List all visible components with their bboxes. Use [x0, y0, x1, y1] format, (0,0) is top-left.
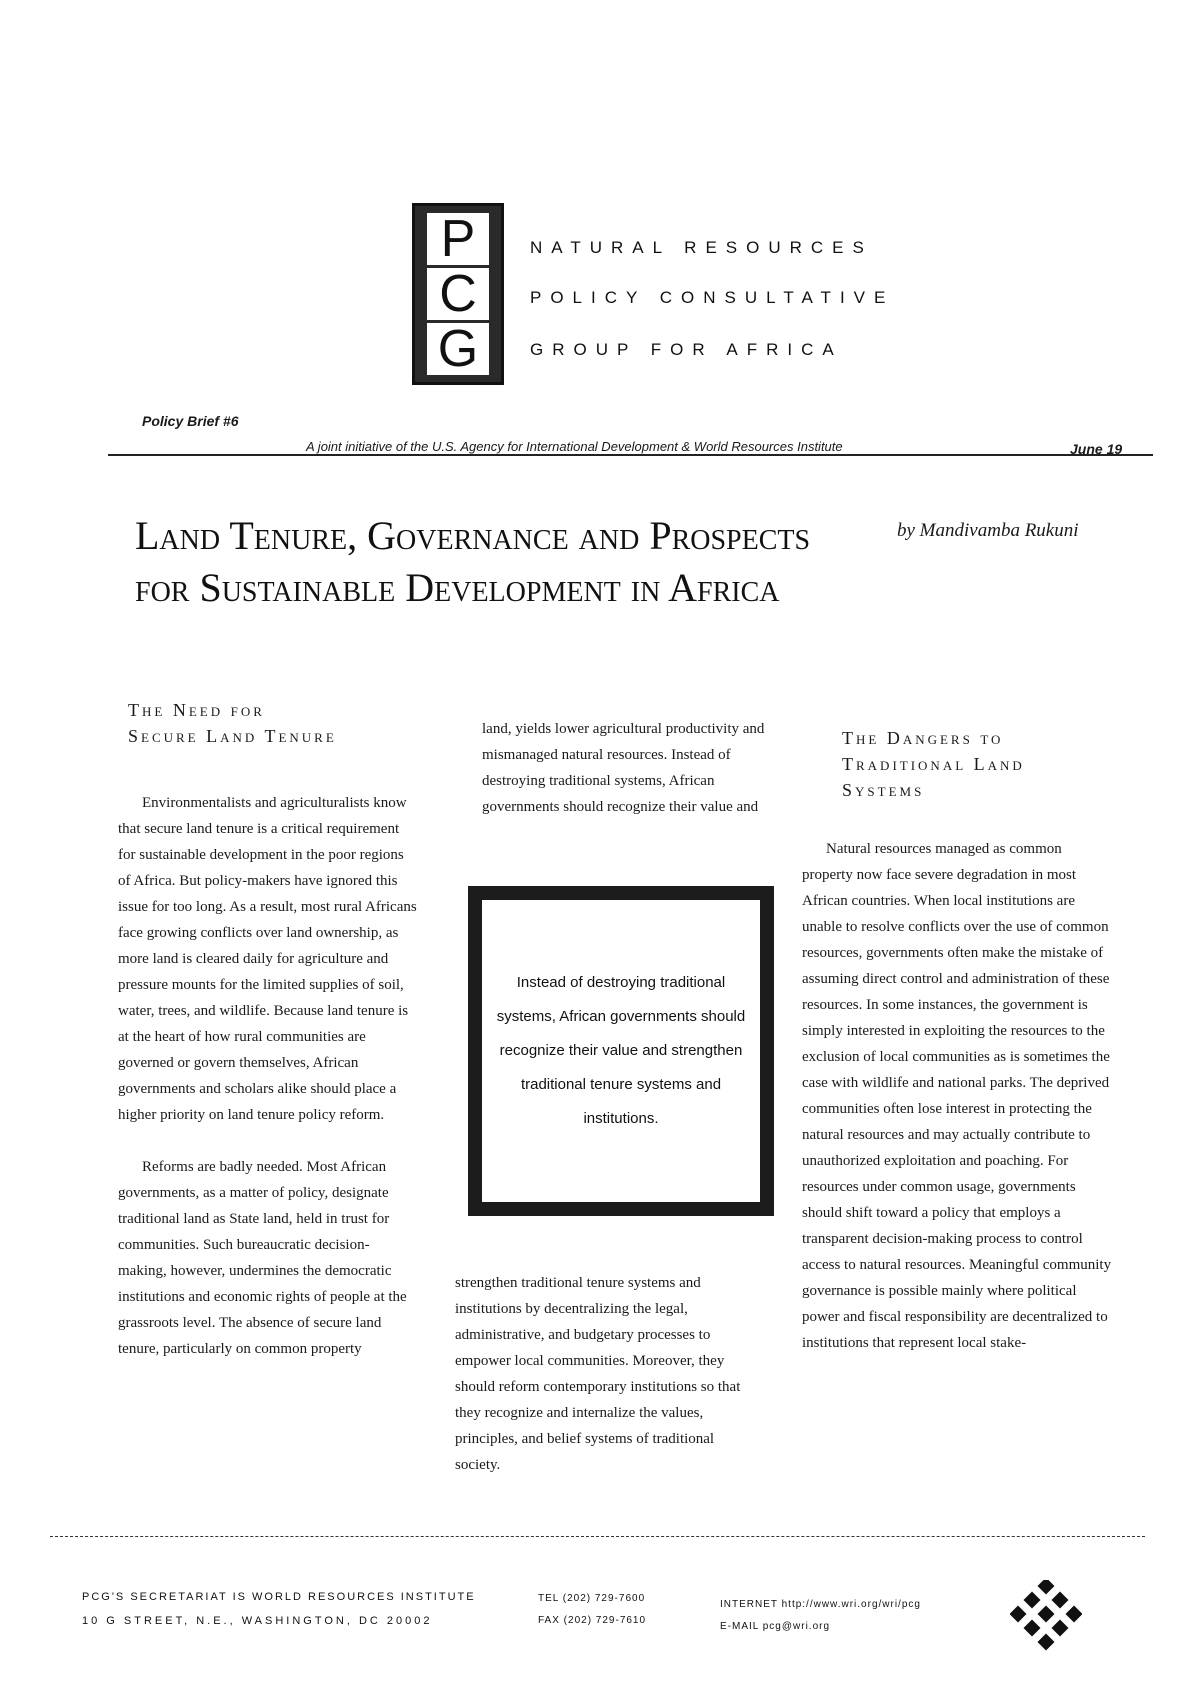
col3-paragraph-1: Natural resources managed as common property now face severe degradation in most African countries. When local institutions are unable to resolve conflicts over the use of common resources, governments often make the mistake of assuming direct control and administration of these resources. In some instances, the government is simply interested in exploiting the resources to the exclusion of local communities as is sometimes the case with wildlife and national parks. The deprived communities often lose interest in protecting the natural resources and may actually contribute to unauthorized exploitation and poaching. For resources under common usage, governments should shift toward a policy that employs a transparent decision-making process to control access to natural resources. Meaningful community governance is possible mainly where political power and fiscal responsibility are decentralized to institutions that represent local stake- [802, 841, 1112, 1351]
section-heading-need: The Need for Secure Land Tenure [128, 700, 337, 746]
section-heading-dangers: The Dangers to Traditional Land Systems [842, 728, 1025, 800]
byline: by Mandivamba Rukuni [897, 520, 1079, 541]
column-2-top [482, 716, 782, 820]
masthead-line-1: NATURAL RESOURCES [530, 238, 873, 257]
masthead-line-3: GROUP FOR AFRICA [530, 340, 843, 359]
masthead-line-2: POLICY CONSULTATIVE [530, 288, 895, 307]
header-rule [108, 454, 1153, 456]
page-title: Land Tenure, Governance and Prospects for Sustainable Development in Africa [135, 513, 811, 610]
logo-letter-c: C [427, 268, 489, 320]
policy-brief-number: Policy Brief #6 [142, 413, 239, 429]
logo-letter-p: P [427, 213, 489, 265]
col2-paragraph-bottom: strengthen traditional tenure systems and institutions by decentralizing the legal, administrative, and budgetary processes to empower local communities. Moreover, they should reform contemporary institutions so that they recognize and internalize the values, principles, and belief systems of traditional society. [455, 1275, 741, 1473]
wri-emblem-icon [1010, 1580, 1082, 1652]
initiative-line: A joint initiative of the U.S. Agency for International Development & World Resources Institute [306, 439, 843, 454]
footer-tel: TEL (202) 729-7600 [538, 1593, 646, 1604]
logo-letter-g: G [427, 323, 489, 375]
col1-paragraph-1: Environmentalists and agriculturalists know that secure land tenure is a critical requirement for sustainable development in the poor regions of Africa. But policy-makers have ignored this issue for too long. As a result, most rural Africans face growing conflicts over land ownership, as more land is cleared daily for agriculture and pressure mounts for the limited supplies of soil, water, trees, and wildlife. Because land tenure is at the heart of how rural communities are governed or govern themselves, African governments and scholars alike should place a higher priority on land tenure policy reform. [118, 795, 417, 1123]
column-3 [802, 836, 1116, 1356]
footer-rule [50, 1536, 1145, 1537]
column-2-bottom [455, 1270, 760, 1478]
pcg-logo [412, 203, 504, 385]
footer-email[interactable]: E-MAIL pcg@wri.org [720, 1621, 831, 1632]
pull-quote: Instead of destroying traditional systems, African governments should recognize their value and strengthen traditional tenure systems and institutions. [496, 974, 746, 1127]
col2-paragraph-top: land, yields lower agricultural productivity and mismanaged natural resources. Instead of destroying traditional systems, African governments should recognize their value and [482, 721, 765, 815]
footer-address: 10 G STREET, N.E., WASHINGTON, DC 20002 [82, 1615, 433, 1627]
pull-quote-box [468, 886, 774, 1216]
footer-internet[interactable]: INTERNET http://www.wri.org/wri/pcg [720, 1599, 921, 1610]
brief-date: June 19 [1070, 441, 1123, 457]
footer-secretariat: PCG'S SECRETARIAT IS WORLD RESOURCES INSTITUTE [82, 1591, 476, 1603]
col1-paragraph-2: Reforms are badly needed. Most African governments, as a matter of policy, designate traditional land as State land, held in trust for communities. Such bureaucratic decision-making, however, undermines the democratic institutions and economic rights of people at the grassroots level. The absence of secure land tenure, particularly on common property [118, 1159, 407, 1357]
footer-fax: FAX (202) 729-7610 [538, 1615, 647, 1626]
column-1 [118, 790, 418, 1362]
